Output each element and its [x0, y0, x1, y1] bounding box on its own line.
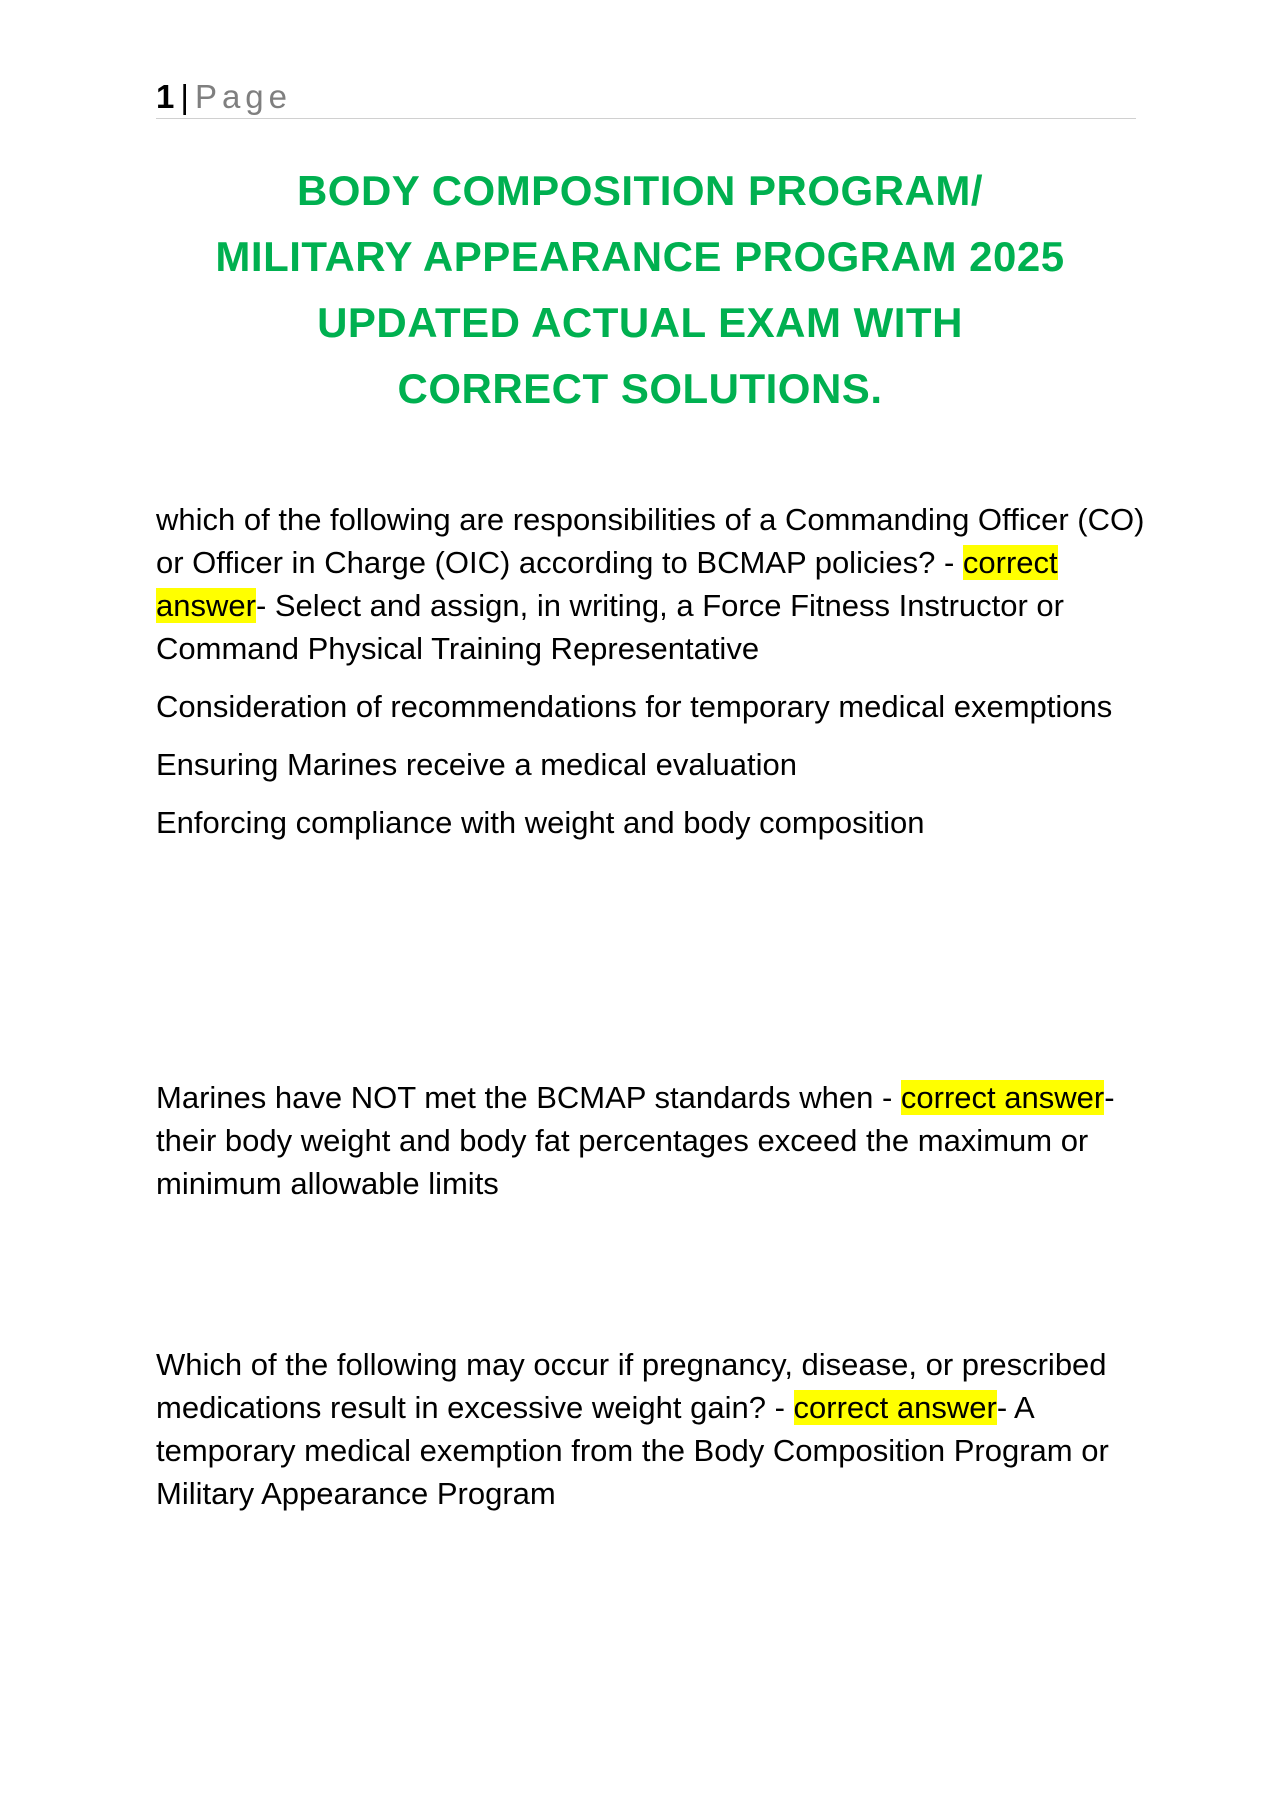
- answer-text: - Select and assign, in writing, a Force Fitness Instructor or Command Physical Training Representative: [156, 588, 1064, 666]
- question-paragraph: [156, 1343, 1146, 1515]
- question-block-2: [156, 1076, 1146, 1205]
- question-text: Which of the following may occur if pregnancy, disease, or prescribed medications result in excessive weight gain? -: [156, 1347, 1107, 1425]
- title-line: BODY COMPOSITION PROGRAM/: [296, 167, 984, 214]
- title-line: MILITARY APPEARANCE PROGRAM 2025: [215, 233, 1065, 280]
- answer-item: Ensuring Marines receive a medical evaluation: [156, 747, 797, 782]
- answer-text: - their body weight and body fat percentages exceed the maximum or minimum allowable limits: [156, 1080, 1115, 1201]
- answer-text: - A temporary medical exemption from the Body Composition Program or Military Appearance Program: [156, 1390, 1109, 1511]
- question-text: Marines have NOT met the BCMAP standards when -: [156, 1080, 901, 1115]
- question-paragraph: [156, 1076, 1146, 1205]
- page-separator: |: [180, 78, 189, 115]
- question-block-3: [156, 1343, 1146, 1515]
- page-header: [156, 76, 1136, 119]
- title-line: UPDATED ACTUAL EXAM WITH: [317, 299, 963, 346]
- page-label: Page: [194, 78, 293, 115]
- question-block-1: [156, 498, 1146, 844]
- correct-answer-marker: correct answer: [793, 1390, 997, 1425]
- answer-item: Consideration of recommendations for temporary medical exemptions: [156, 689, 1113, 724]
- title-line: CORRECT SOLUTIONS.: [397, 365, 883, 412]
- question-paragraph: [156, 498, 1146, 670]
- correct-answer-marker: correct answer: [156, 545, 1058, 623]
- document-title: [130, 158, 1150, 422]
- answer-item: Enforcing compliance with weight and body composition: [156, 805, 925, 840]
- page-number: 1: [156, 78, 175, 115]
- correct-answer-marker: correct answer: [900, 1080, 1105, 1115]
- question-text: which of the following are responsibilities of a Commanding Officer (CO) or Officer in Charge (OIC) according to BCMAP policies? -: [156, 502, 1145, 580]
